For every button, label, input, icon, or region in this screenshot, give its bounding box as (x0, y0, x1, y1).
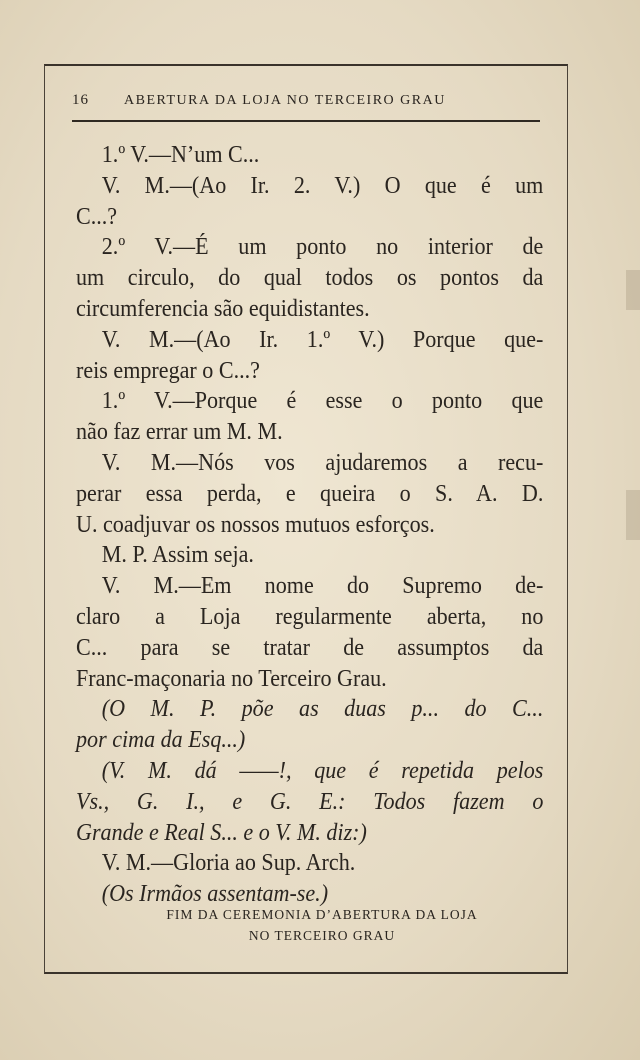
page-number: 16 (72, 92, 89, 108)
text-line: C... para se tratar de assumptos da (76, 634, 544, 661)
stage-direction-line: (Os Irmãos assentam-se.) (101, 881, 329, 908)
page-edge-mark (626, 490, 640, 540)
text-line: claro a Loja regularmente aberta, no (76, 603, 544, 630)
text-line: um circulo, do qual todos os pontos da (76, 265, 544, 292)
running-head: ABERTURA DA LOJA NO TERCEIRO GRAU (124, 93, 446, 108)
text-line: perar essa perda, e queira o S. A. D. (76, 480, 544, 507)
page-edge-mark (626, 270, 640, 310)
stage-direction-line: (O M. P. põe as duas p... do C... (101, 696, 544, 723)
body-text (76, 140, 543, 910)
text-line: V. M.—(Ao Ir. 1.º V.) Porque que- (101, 326, 544, 353)
stage-direction-line: por cima da Esq...) (76, 727, 246, 754)
text-line: V. M.—Gloria ao Sup. Arch. (101, 850, 356, 877)
closing-caption-line-1: FIM DA CEREMONIA D’ABERTURA DA LOJA (166, 907, 478, 922)
text-line: reis empregar o C...? (76, 357, 260, 384)
text-line: U. coadjuvar os nossos mutuos esforços. (76, 511, 435, 538)
text-line: V. M.—(Ao Ir. 2. V.) O que é um (101, 172, 544, 199)
text-line: M. P. Assim seja. (101, 542, 254, 569)
text-line: C...? (76, 203, 118, 230)
text-line: V. M.—Nós vos ajudaremos a recu- (101, 449, 544, 476)
page-header (72, 92, 542, 109)
stage-direction-line: Grande e Real S... e o V. M. diz:) (76, 819, 367, 846)
text-line: 2.º V.—É um ponto no interior de (101, 234, 544, 261)
closing-caption-line-2: NO TERCEIRO GRAU (248, 928, 396, 943)
stage-direction-line: (V. M. dá ——!, que é repetida pelos (101, 757, 544, 784)
text-line: 1.º V.—N’um C... (101, 142, 260, 168)
text-line: Franc-maçonaria no Terceiro Grau. (76, 665, 387, 692)
text-line: circumferencia são equidistantes. (76, 295, 370, 322)
header-rule (72, 120, 540, 122)
text-line: 1.º V.—Porque é esse o ponto que (101, 388, 544, 415)
closing-caption (92, 904, 552, 946)
text-line: V. M.—Em nome do Supremo de- (101, 573, 544, 600)
stage-direction-line: Vs., G. I., e G. E.: Todos fazem o (76, 788, 544, 815)
text-line: não faz errar um M. M. (76, 419, 283, 446)
